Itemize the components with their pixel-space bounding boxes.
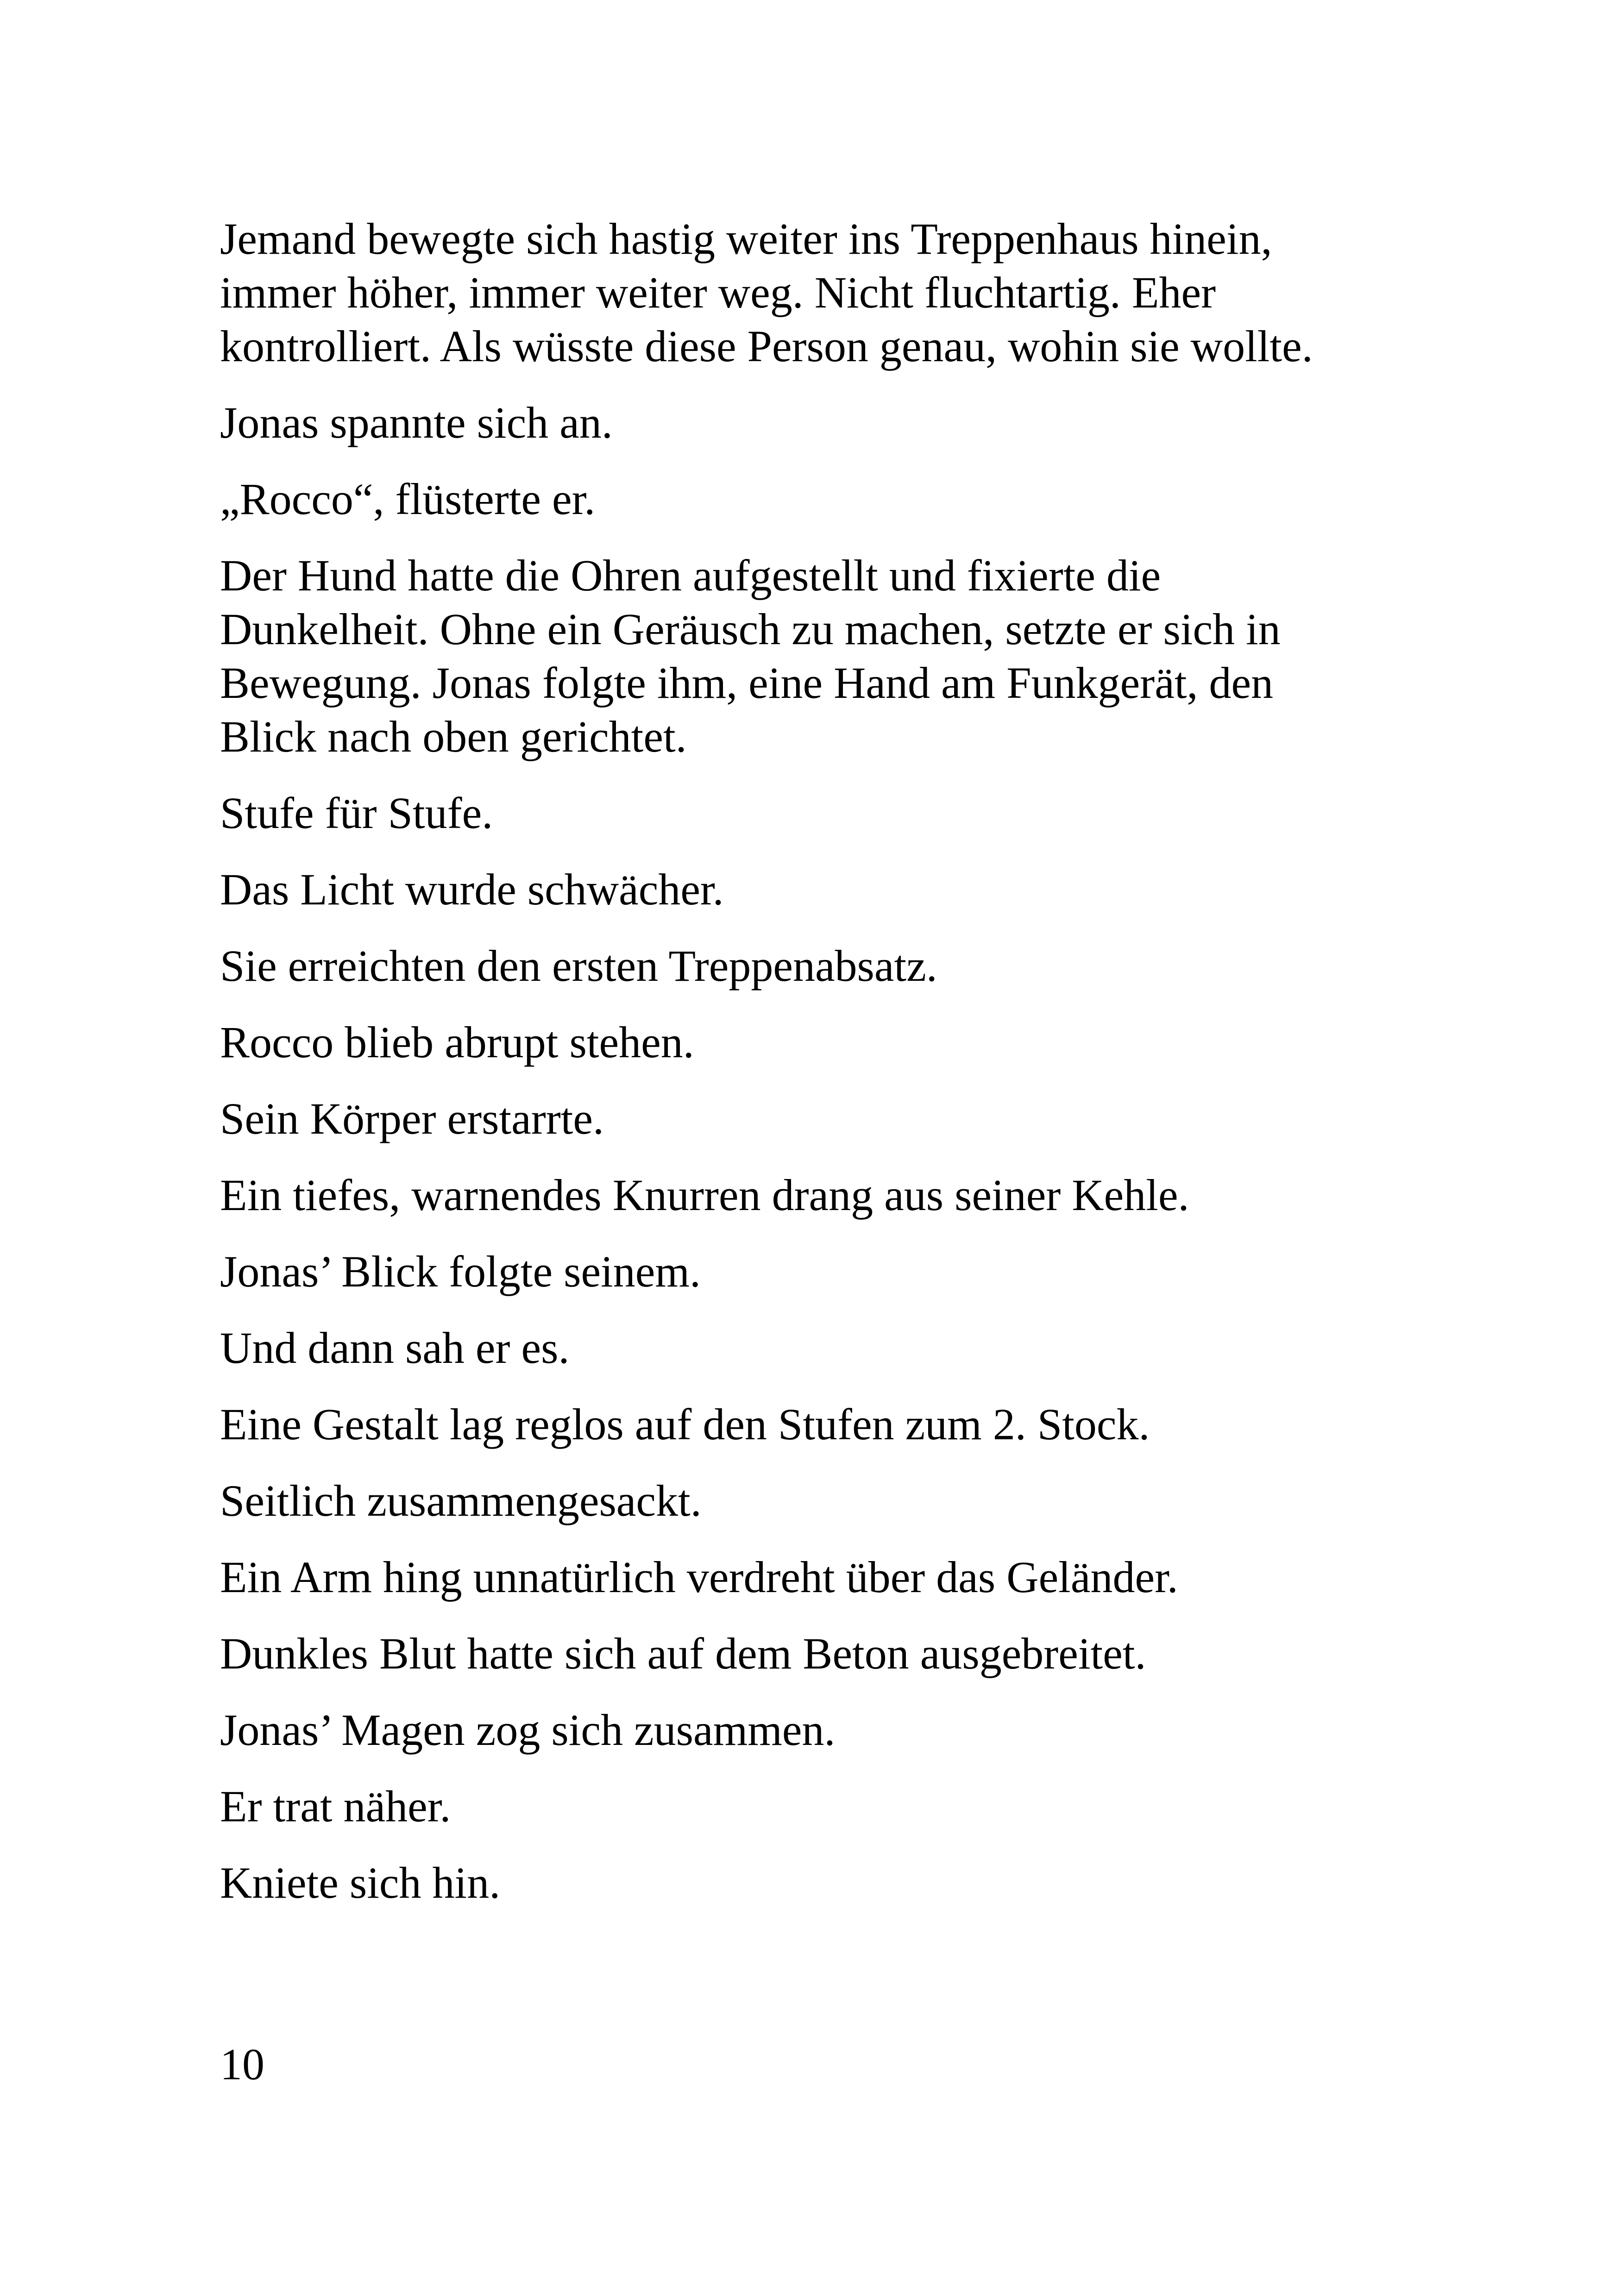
text-line: Das Licht wurde schwächer. — [220, 865, 724, 914]
text-line: Eine Gestalt lag reglos auf den Stufen zum 2. Stock. — [220, 1399, 1150, 1449]
text-line: Blick nach oben gerichtet. — [220, 712, 687, 761]
paragraph-13 — [220, 1398, 1424, 1451]
text-line: immer höher, immer weiter weg. Nicht fluchtartig. Eher — [220, 268, 1216, 317]
text-line: Der Hund hatte die Ohren aufgestellt und fixierte die — [220, 551, 1161, 600]
text-line: Ein Arm hing unnatürlich verdreht über das Geländer. — [220, 1552, 1178, 1602]
paragraph-12 — [220, 1321, 1424, 1375]
paragraph-8 — [220, 1016, 1424, 1069]
paragraph-4 — [220, 549, 1424, 764]
text-line: Und dann sah er es. — [220, 1323, 570, 1373]
paragraph-19 — [220, 1856, 1424, 1910]
paragraph-16 — [220, 1627, 1424, 1681]
page-number: 10 — [220, 2039, 264, 2089]
paragraph-10 — [220, 1168, 1424, 1222]
paragraph-17 — [220, 1703, 1424, 1757]
paragraph-18 — [220, 1780, 1424, 1833]
text-line: Seitlich zusammengesackt. — [220, 1476, 702, 1525]
text-line: Kniete sich hin. — [220, 1858, 501, 1907]
text-line: „Rocco“, flüsterte er. — [220, 474, 596, 524]
body-text — [220, 212, 1424, 1932]
paragraph-14 — [220, 1474, 1424, 1528]
text-line: Jemand bewegte sich hastig weiter ins Treppenhaus hinein, — [220, 214, 1272, 263]
paragraph-9 — [220, 1092, 1424, 1146]
paragraph-2 — [220, 396, 1424, 450]
paragraph-7 — [220, 939, 1424, 993]
text-line: Jonas’ Magen zog sich zusammen. — [220, 1705, 836, 1755]
paragraph-6 — [220, 863, 1424, 916]
paragraph-3 — [220, 472, 1424, 526]
text-line: kontrolliert. Als wüsste diese Person genau, wohin sie wollte. — [220, 321, 1313, 371]
paragraph-11 — [220, 1245, 1424, 1299]
text-line: Er trat näher. — [220, 1782, 451, 1831]
text-line: Jonas spannte sich an. — [220, 398, 613, 447]
paragraph-1 — [220, 212, 1424, 373]
text-line: Dunkelheit. Ohne ein Geräusch zu machen, setzte er sich in — [220, 604, 1281, 654]
text-line: Rocco blieb abrupt stehen. — [220, 1017, 694, 1067]
text-line: Sie erreichten den ersten Treppenabsatz. — [220, 941, 937, 991]
paragraph-15 — [220, 1550, 1424, 1604]
text-line: Stufe für Stufe. — [220, 788, 493, 838]
text-line: Dunkles Blut hatte sich auf dem Beton ausgebreitet. — [220, 1629, 1146, 1678]
text-line: Bewegung. Jonas folgte ihm, eine Hand am Funkgerät, den — [220, 658, 1274, 708]
paragraph-5 — [220, 786, 1424, 840]
text-line: Ein tiefes, warnendes Knurren drang aus seiner Kehle. — [220, 1170, 1189, 1220]
text-line: Sein Körper erstarrte. — [220, 1094, 604, 1143]
text-line: Jonas’ Blick folgte seinem. — [220, 1247, 701, 1296]
